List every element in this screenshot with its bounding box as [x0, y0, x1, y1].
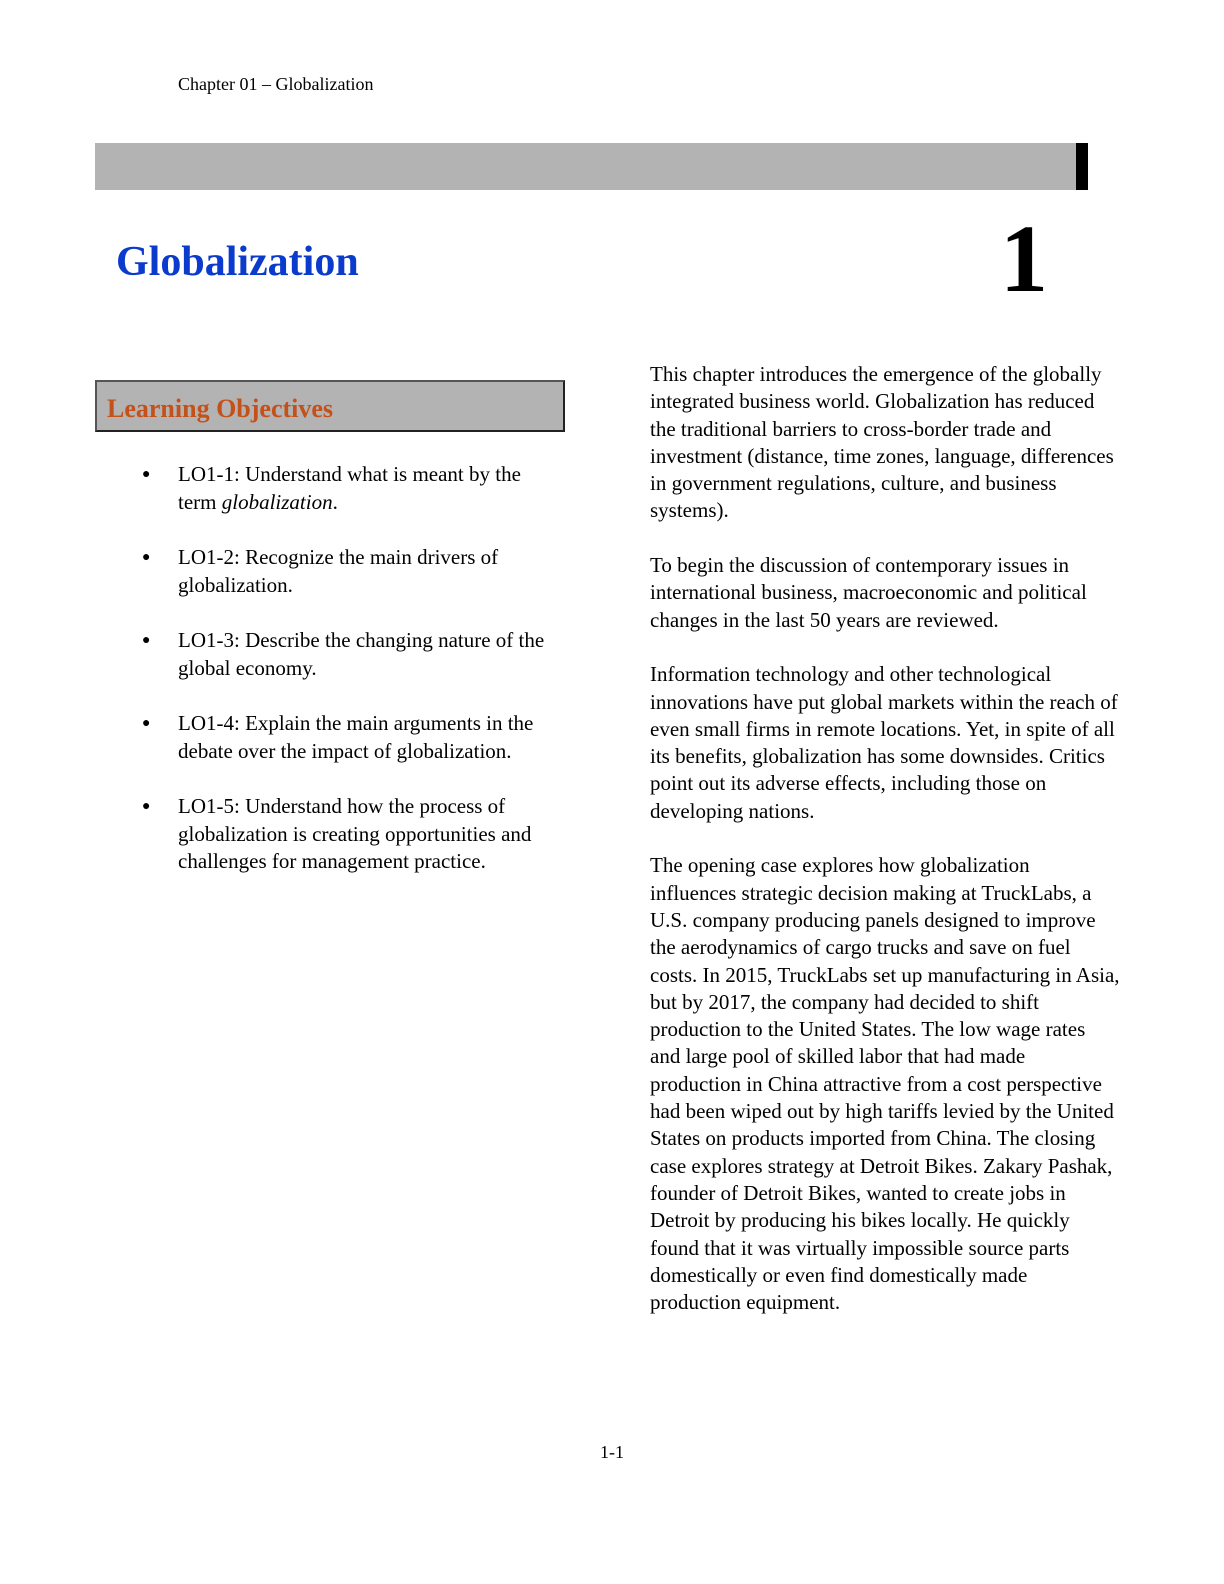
learning-objective-text: LO1-1: Understand what is meant by the term: [178, 462, 521, 514]
learning-objectives-heading: Learning Objectives: [107, 394, 334, 423]
learning-objective-text: LO1-2: Recognize the main drivers of globalization.: [178, 545, 499, 597]
learning-objective-item: [140, 627, 560, 682]
page-number: 1-1: [600, 1442, 624, 1462]
learning-objective-emphasis: globalization: [221, 489, 333, 514]
running-header: Chapter 01 – Globalization: [178, 74, 374, 94]
learning-objective-item: [140, 461, 560, 516]
bullet-icon: ●: [142, 799, 151, 814]
learning-objective-item: [140, 710, 560, 765]
learning-objective-text: LO1-5: Understand how the process of globalization is creating opportunities and challenges for management practice.: [178, 794, 532, 873]
learning-objectives-list: [140, 461, 560, 904]
bullet-icon: ●: [142, 550, 151, 565]
learning-objective-text-end: .: [332, 489, 338, 514]
chapter-title: Globalization: [116, 239, 359, 285]
bullet-icon: ●: [142, 467, 151, 482]
learning-objective-item: [140, 793, 560, 876]
bullet-icon: ●: [142, 716, 151, 731]
chapter-header-band-end: [1076, 143, 1088, 190]
chapter-number: 1: [1000, 205, 1048, 312]
chapter-header-band: [95, 143, 1076, 190]
learning-objective-item: [140, 544, 560, 599]
bullet-icon: ●: [142, 633, 151, 648]
intro-paragraph: To begin the discussion of contemporary issues in international business, macroeconomic and political changes in the last 50 years are reviewed.: [650, 553, 1087, 632]
intro-paragraph: The opening case explores how globalization influences strategic decision making at TruckLabs, a U.S. company producing panels designed to improve the aerodynamics of cargo trucks and save on fuel costs. In 2015, TruckLabs set up manufacturing in Asia, but by 2017, the company had decided to shift production to the United States. The low wage rates and large pool of skilled labor that had made production in China attractive from a cost perspective had been wiped out by high tariffs levied by the United States on products imported from China. The closing case explores strategy at Detroit Bikes. Zakary Pashak, founder of Detroit Bikes, wanted to create jobs in Detroit by producing his bikes locally. He quickly found that it was virtually impossible source parts domestically or even find domestically made production equipment.: [650, 853, 1120, 1315]
intro-paragraph: This chapter introduces the emergence of the globally integrated business world. Globalization has reduced the traditional barriers to cross-border trade and investment (distance, time zones, language, differences in government regulations, culture, and business systems).: [650, 362, 1114, 523]
learning-objective-text: LO1-4: Explain the main arguments in the debate over the impact of globalization.: [178, 711, 534, 763]
learning-objective-text: LO1-3: Describe the changing nature of the global economy.: [178, 628, 545, 680]
intro-paragraph: Information technology and other technological innovations have put global markets within the reach of even small firms in remote locations. Yet, in spite of all its benefits, globalization has some downsides. Critics point out its adverse effects, including those on developing nations.: [650, 662, 1118, 823]
chapter-intro: [650, 361, 1120, 1344]
learning-objectives-box: [95, 380, 565, 432]
